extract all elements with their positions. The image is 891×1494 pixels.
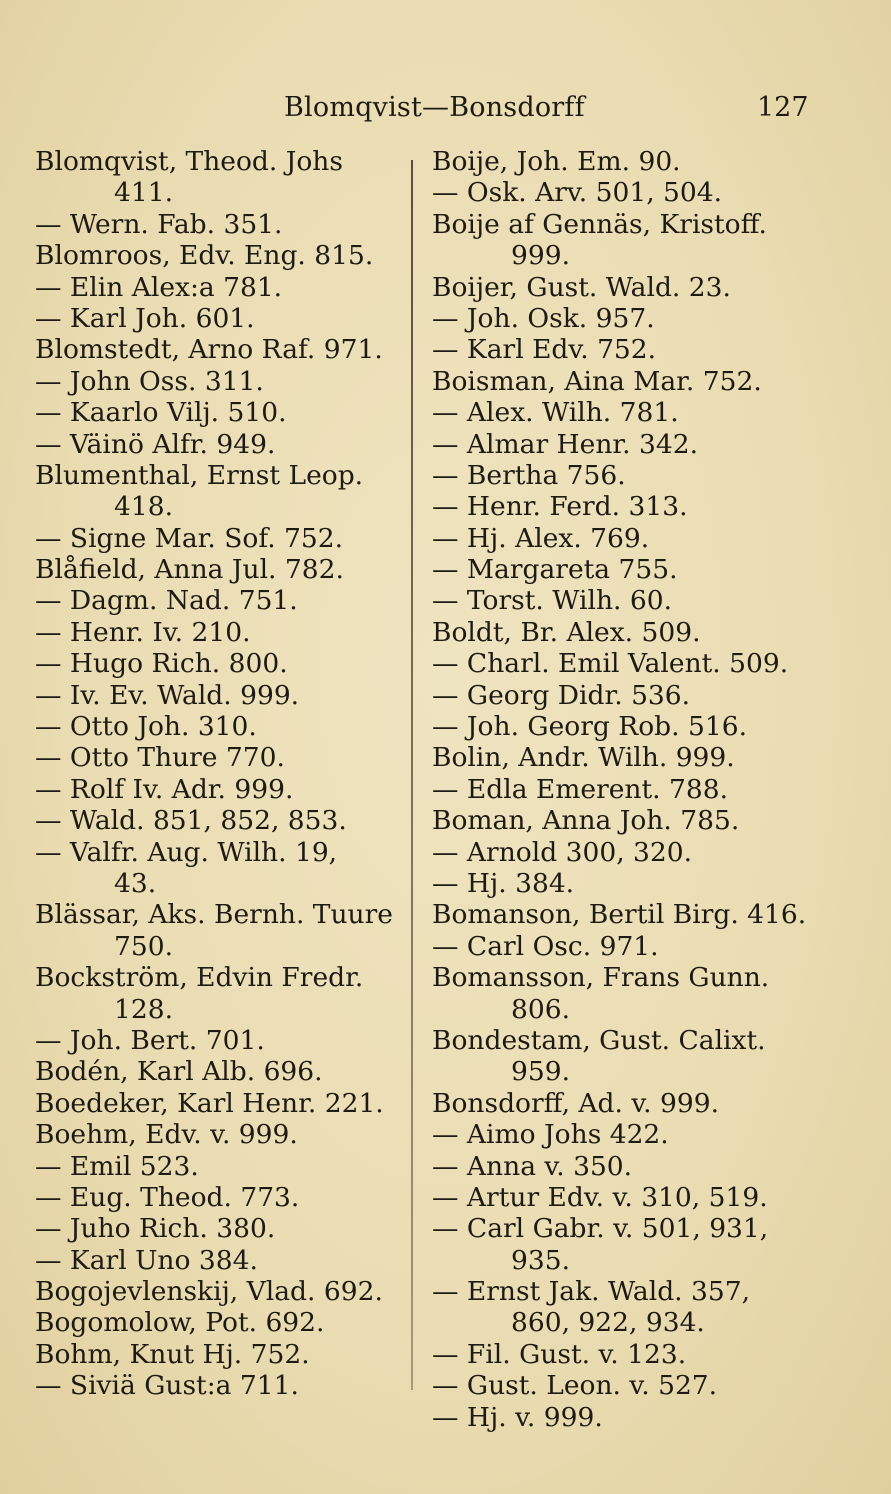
directory-entry: — Aimo Johs 422. (432, 1119, 669, 1151)
directory-entry: Blomqvist, Theod. Johs (35, 146, 343, 177)
directory-entry: Boisman, Aina Mar. 752. (432, 365, 762, 397)
entry-continuation: 935. (511, 1244, 571, 1276)
directory-entry: — Ernst Jak. Wald. 357, (432, 1276, 751, 1308)
running-header: Blomqvist—Bonsdorff (284, 92, 585, 123)
directory-entry: — Charl. Emil Valent. 509. (432, 648, 789, 680)
directory-entry: Boijer, Gust. Wald. 23. (432, 271, 731, 303)
directory-entry: Bogomolow, Pot. 692. (35, 1307, 325, 1339)
column-divider (411, 160, 413, 1390)
entry-continuation: 750. (114, 930, 174, 962)
directory-entry: — Otto Thure 770. (35, 742, 285, 774)
entry-continuation: 860, 922, 934. (511, 1307, 705, 1339)
entry-continuation: 806. (511, 993, 571, 1025)
directory-entry: — Edla Emerent. 788. (432, 773, 729, 805)
entry-continuation: 43. (114, 867, 157, 899)
entry-continuation: 418. (114, 491, 174, 523)
directory-entry: Boman, Anna Joh. 785. (432, 805, 740, 837)
directory-entry: Blomstedt, Arno Raf. 971. (35, 334, 383, 366)
directory-entry: Bomanson, Bertil Birg. 416. (432, 899, 807, 931)
entry-continuation: 999. (511, 240, 571, 272)
directory-entry: — Joh. Osk. 957. (432, 302, 655, 334)
directory-entry: — Dagm. Nad. 751. (35, 585, 298, 617)
directory-entry: Blumenthal, Ernst Leop. (35, 459, 364, 491)
directory-entry: — Anna v. 350. (432, 1150, 633, 1182)
directory-entry: — Wald. 851, 852, 853. (35, 805, 347, 837)
entry-continuation: 411. (114, 177, 174, 209)
directory-entry: — Joh. Georg Rob. 516. (432, 711, 747, 743)
directory-entry: — Otto Joh. 310. (35, 711, 257, 743)
directory-entry: — Carl Osc. 971. (432, 930, 659, 962)
directory-entry: Bonsdorff, Ad. v. 999. (432, 1087, 720, 1119)
directory-entry: — John Oss. 311. (35, 365, 264, 397)
right-column (432, 146, 807, 1433)
directory-entry: Bockström, Edvin Fredr. (35, 962, 364, 994)
directory-entry: — Fil. Gust. v. 123. (432, 1338, 687, 1370)
directory-entry: — Margareta 755. (432, 554, 678, 586)
directory-entry: — Georg Didr. 536. (432, 679, 691, 711)
directory-entry: Bodén, Karl Alb. 696. (35, 1056, 323, 1088)
directory-entry: — Karl Uno 384. (35, 1244, 258, 1276)
directory-entry: Blomroos, Edv. Eng. 815. (35, 240, 374, 272)
entry-continuation: 128. (114, 993, 174, 1025)
directory-entry: — Osk. Arv. 501, 504. (432, 177, 723, 209)
page-number: 127 (757, 92, 809, 123)
directory-entry: — Rolf Iv. Adr. 999. (35, 773, 294, 805)
directory-entry: Boedeker, Karl Henr. 221. (35, 1087, 384, 1119)
directory-entry: — Gust. Leon. v. 527. (432, 1370, 718, 1402)
directory-entry: — Karl Edv. 752. (432, 334, 657, 366)
directory-entry: — Alex. Wilh. 781. (432, 397, 679, 429)
directory-entry: — Karl Joh. 601. (35, 302, 255, 334)
left-column (35, 146, 400, 1402)
directory-entry: — Valfr. Aug. Wilh. 19, (35, 836, 338, 868)
directory-entry: — Signe Mar. Sof. 752. (35, 522, 344, 554)
directory-entry: — Siviä Gust:a 711. (35, 1370, 299, 1402)
directory-entry: Bogojevlenskij, Vlad. 692. (35, 1276, 383, 1308)
directory-entry: — Eug. Theod. 773. (35, 1181, 300, 1213)
directory-entry: — Wern. Fab. 351. (35, 208, 283, 240)
directory-entry: — Juho Rich. 380. (35, 1213, 276, 1245)
directory-entry: Bohm, Knut Hj. 752. (35, 1338, 310, 1370)
directory-entry: — Kaarlo Vilj. 510. (35, 397, 287, 429)
directory-entry: Boehm, Edv. v. 999. (35, 1119, 298, 1151)
directory-entry: — Hugo Rich. 800. (35, 648, 288, 680)
directory-entry: Blåfield, Anna Jul. 782. (35, 554, 344, 586)
directory-entry: — Bertha 756. (432, 459, 626, 491)
directory-entry: — Iv. Ev. Wald. 999. (35, 679, 300, 711)
directory-entry: — Carl Gabr. v. 501, 931, (432, 1213, 769, 1245)
directory-entry: — Elin Alex:a 781. (35, 271, 283, 303)
directory-entry: — Väinö Alfr. 949. (35, 428, 276, 460)
directory-entry: Boldt, Br. Alex. 509. (432, 616, 701, 648)
directory-entry: — Almar Henr. 342. (432, 428, 699, 460)
directory-entry: — Henr. Ferd. 313. (432, 491, 688, 523)
directory-entry: Boije af Gennäs, Kristoff. (432, 208, 767, 240)
directory-entry: — Torst. Wilh. 60. (432, 585, 673, 617)
directory-entry: — Joh. Bert. 701. (35, 1024, 265, 1056)
entry-continuation: 959. (511, 1056, 571, 1088)
directory-entry: — Hj. v. 999. (432, 1401, 603, 1433)
directory-entry: — Henr. Iv. 210. (35, 616, 251, 648)
directory-entry: — Hj. Alex. 769. (432, 522, 650, 554)
directory-entry: — Artur Edv. v. 310, 519. (432, 1181, 768, 1213)
directory-entry: Bondestam, Gust. Calixt. (432, 1024, 766, 1056)
directory-entry: Boije, Joh. Em. 90. (432, 146, 681, 177)
directory-entry: — Arnold 300, 320. (432, 836, 693, 868)
directory-entry: Bomansson, Frans Gunn. (432, 962, 770, 994)
directory-entry: Bolin, Andr. Wilh. 999. (432, 742, 735, 774)
directory-entry: — Hj. 384. (432, 867, 575, 899)
directory-entry: — Emil 523. (35, 1150, 199, 1182)
directory-entry: Blässar, Aks. Bernh. Tuure (35, 899, 393, 931)
